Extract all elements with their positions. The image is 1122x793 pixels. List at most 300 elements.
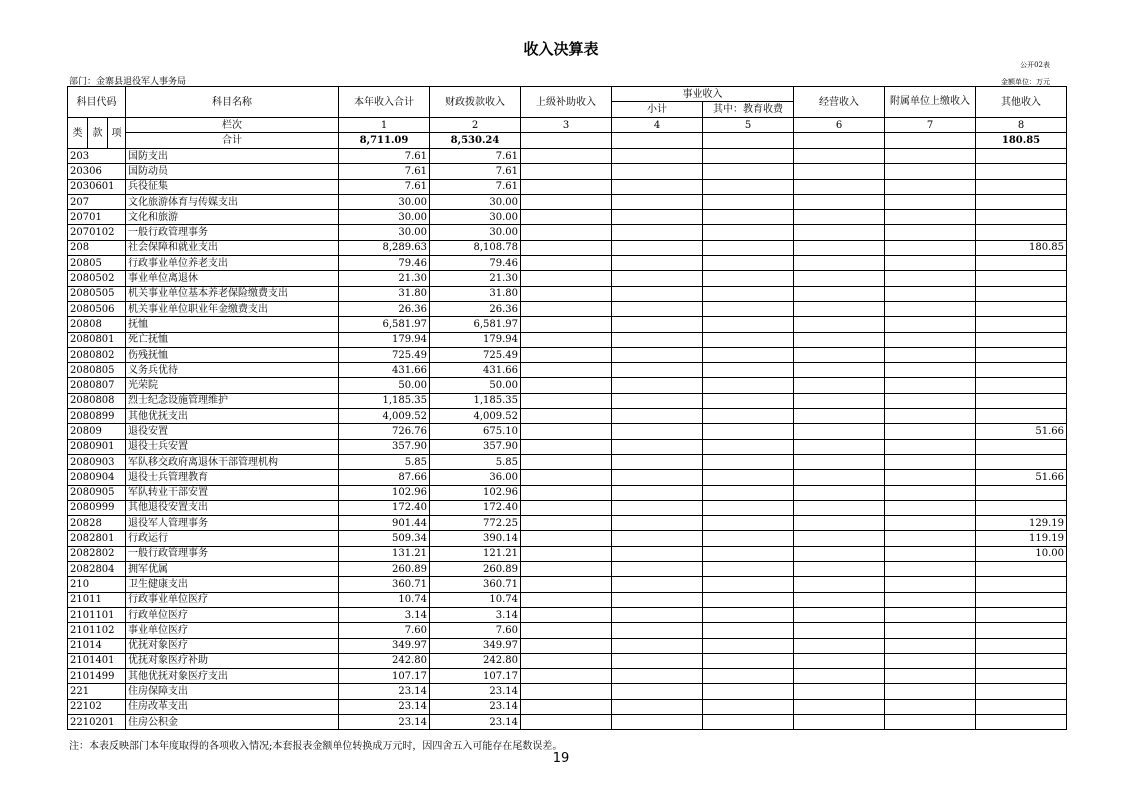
- row-other-income: [976, 393, 1067, 408]
- row-code: 20306: [68, 164, 126, 179]
- row-fiscal-appropriation: 79.46: [430, 256, 521, 271]
- row-operating-income: [794, 669, 885, 684]
- row-code: 2080999: [68, 500, 126, 515]
- page-number: 19: [552, 751, 570, 766]
- row-business-subtotal: [612, 210, 703, 225]
- table-row: [68, 378, 1067, 393]
- row-business-subtotal: [612, 546, 703, 561]
- footnote: 注：本表反映部门本年度取得的各项收入情况;本套报表金额单位转换成万元时，因四舍五入可能存在尾数误差。: [69, 741, 563, 752]
- row-other-income: 180.85: [976, 240, 1067, 255]
- row-other-income: [976, 607, 1067, 622]
- row-operating-income: [794, 638, 885, 653]
- row-name: 军队移交政府离退休干部管理机构: [126, 454, 339, 469]
- row-fiscal-appropriation: 7.61: [430, 179, 521, 194]
- row-operating-income: [794, 546, 885, 561]
- row-superior-subsidy: [521, 363, 612, 378]
- row-operating-income: [794, 577, 885, 592]
- row-other-income: [976, 500, 1067, 515]
- row-affiliated-income: [885, 531, 976, 546]
- row-superior-subsidy: [521, 470, 612, 485]
- row-fiscal-appropriation: 349.97: [430, 638, 521, 653]
- row-business-subtotal: [612, 562, 703, 577]
- row-code: 208: [68, 240, 126, 255]
- row-affiliated-income: [885, 179, 976, 194]
- row-fiscal-appropriation: 21.30: [430, 271, 521, 286]
- row-superior-subsidy: [521, 256, 612, 271]
- row-other-income: [976, 653, 1067, 668]
- col-num-4: 4: [612, 118, 703, 133]
- row-annual-total: 7.61: [339, 164, 430, 179]
- row-name: 文化和旅游: [126, 210, 339, 225]
- row-operating-income: [794, 454, 885, 469]
- row-superior-subsidy: [521, 454, 612, 469]
- row-operating-income: [794, 714, 885, 729]
- row-business-education: [703, 577, 794, 592]
- row-other-income: 129.19: [976, 516, 1067, 531]
- table-row: [68, 424, 1067, 439]
- row-other-income: [976, 669, 1067, 684]
- row-business-subtotal: [612, 164, 703, 179]
- col-num-6: 6: [794, 118, 885, 133]
- row-other-income: [976, 210, 1067, 225]
- row-annual-total: 1,185.35: [339, 393, 430, 408]
- table-row: [68, 409, 1067, 424]
- table-row: [68, 623, 1067, 638]
- row-business-subtotal: [612, 714, 703, 729]
- row-annual-total: 509.34: [339, 531, 430, 546]
- row-business-education: [703, 439, 794, 454]
- row-name: 退役军人管理事务: [126, 516, 339, 531]
- row-business-education: [703, 592, 794, 607]
- row-other-income: [976, 301, 1067, 316]
- row-operating-income: [794, 623, 885, 638]
- header-annual-total: 本年收入合计: [339, 87, 430, 118]
- row-superior-subsidy: [521, 714, 612, 729]
- row-code: 203: [68, 149, 126, 164]
- row-code: 22102: [68, 699, 126, 714]
- row-annual-total: 901.44: [339, 516, 430, 531]
- row-annual-total: 725.49: [339, 347, 430, 362]
- row-name: 其他优抚对象医疗支出: [126, 669, 339, 684]
- row-superior-subsidy: [521, 546, 612, 561]
- row-other-income: [976, 363, 1067, 378]
- row-annual-total: 30.00: [339, 225, 430, 240]
- row-business-subtotal: [612, 638, 703, 653]
- row-business-subtotal: [612, 256, 703, 271]
- row-operating-income: [794, 286, 885, 301]
- row-business-education: [703, 256, 794, 271]
- row-affiliated-income: [885, 546, 976, 561]
- row-business-education: [703, 301, 794, 316]
- header-business-subtotal: 小计: [612, 102, 703, 118]
- row-business-subtotal: [612, 516, 703, 531]
- row-superior-subsidy: [521, 225, 612, 240]
- row-business-education: [703, 470, 794, 485]
- row-business-education: [703, 516, 794, 531]
- row-business-education: [703, 424, 794, 439]
- row-affiliated-income: [885, 684, 976, 699]
- row-superior-subsidy: [521, 164, 612, 179]
- row-affiliated-income: [885, 653, 976, 668]
- row-operating-income: [794, 699, 885, 714]
- row-code: 2101101: [68, 607, 126, 622]
- row-operating-income: [794, 424, 885, 439]
- row-superior-subsidy: [521, 409, 612, 424]
- row-annual-total: 7.60: [339, 623, 430, 638]
- row-code: 2082804: [68, 562, 126, 577]
- row-affiliated-income: [885, 149, 976, 164]
- row-name: 机关事业单位基本养老保险缴费支出: [126, 286, 339, 301]
- row-code: 2101102: [68, 623, 126, 638]
- row-other-income: [976, 347, 1067, 362]
- row-affiliated-income: [885, 592, 976, 607]
- row-annual-total: 360.71: [339, 577, 430, 592]
- row-name: 住房保障支出: [126, 684, 339, 699]
- row-fiscal-appropriation: 242.80: [430, 653, 521, 668]
- row-other-income: 119.19: [976, 531, 1067, 546]
- row-affiliated-income: [885, 439, 976, 454]
- row-business-education: [703, 194, 794, 209]
- row-fiscal-appropriation: 7.61: [430, 164, 521, 179]
- row-code: 20805: [68, 256, 126, 271]
- row-fiscal-appropriation: 260.89: [430, 562, 521, 577]
- row-business-education: [703, 271, 794, 286]
- row-other-income: [976, 378, 1067, 393]
- row-operating-income: [794, 194, 885, 209]
- row-other-income: [976, 271, 1067, 286]
- row-superior-subsidy: [521, 638, 612, 653]
- row-business-education: [703, 363, 794, 378]
- header-kuan: 款: [88, 118, 108, 149]
- row-other-income: 51.66: [976, 470, 1067, 485]
- row-code: 2080899: [68, 409, 126, 424]
- table-row: [68, 546, 1067, 561]
- row-name: 烈士纪念设施管理维护: [126, 393, 339, 408]
- row-superior-subsidy: [521, 271, 612, 286]
- row-business-subtotal: [612, 393, 703, 408]
- income-table: [67, 86, 1067, 730]
- row-other-income: [976, 714, 1067, 729]
- row-fiscal-appropriation: 10.74: [430, 592, 521, 607]
- total-c8: 180.85: [976, 133, 1067, 149]
- table-row: [68, 562, 1067, 577]
- row-superior-subsidy: [521, 378, 612, 393]
- row-name: 其他优抚支出: [126, 409, 339, 424]
- row-business-subtotal: [612, 301, 703, 316]
- total-c2: 8,530.24: [430, 133, 521, 149]
- row-business-education: [703, 699, 794, 714]
- row-fiscal-appropriation: 390.14: [430, 531, 521, 546]
- row-business-subtotal: [612, 286, 703, 301]
- row-business-education: [703, 500, 794, 515]
- table-row: [68, 256, 1067, 271]
- row-superior-subsidy: [521, 240, 612, 255]
- row-superior-subsidy: [521, 669, 612, 684]
- row-operating-income: [794, 240, 885, 255]
- table-row: [68, 179, 1067, 194]
- row-business-subtotal: [612, 149, 703, 164]
- row-fiscal-appropriation: 1,185.35: [430, 393, 521, 408]
- table-row: [68, 485, 1067, 500]
- row-business-subtotal: [612, 363, 703, 378]
- row-code: 2080903: [68, 454, 126, 469]
- table-row: [68, 225, 1067, 240]
- row-fiscal-appropriation: 5.85: [430, 454, 521, 469]
- row-code: 207: [68, 194, 126, 209]
- row-fiscal-appropriation: 360.71: [430, 577, 521, 592]
- row-business-subtotal: [612, 669, 703, 684]
- row-other-income: [976, 592, 1067, 607]
- row-name: 事业单位离退休: [126, 271, 339, 286]
- row-other-income: [976, 409, 1067, 424]
- row-fiscal-appropriation: 357.90: [430, 439, 521, 454]
- row-superior-subsidy: [521, 393, 612, 408]
- row-annual-total: 5.85: [339, 454, 430, 469]
- row-annual-total: 8,289.63: [339, 240, 430, 255]
- row-superior-subsidy: [521, 653, 612, 668]
- row-business-subtotal: [612, 531, 703, 546]
- table-row: [68, 363, 1067, 378]
- row-code: 2080505: [68, 286, 126, 301]
- row-superior-subsidy: [521, 347, 612, 362]
- row-business-education: [703, 225, 794, 240]
- row-code: 2080901: [68, 439, 126, 454]
- row-superior-subsidy: [521, 623, 612, 638]
- header-subject-name: 科目名称: [126, 87, 339, 118]
- row-annual-total: 242.80: [339, 653, 430, 668]
- table-row: [68, 470, 1067, 485]
- row-name: 拥军优属: [126, 562, 339, 577]
- table-row: [68, 516, 1067, 531]
- table-row: [68, 240, 1067, 255]
- row-code: 2080506: [68, 301, 126, 316]
- row-code: 2210201: [68, 714, 126, 729]
- row-fiscal-appropriation: 31.80: [430, 286, 521, 301]
- row-business-education: [703, 240, 794, 255]
- row-name: 国防支出: [126, 149, 339, 164]
- row-business-education: [703, 607, 794, 622]
- row-name: 事业单位医疗: [126, 623, 339, 638]
- table-row: [68, 347, 1067, 362]
- row-name: 行政事业单位医疗: [126, 592, 339, 607]
- row-other-income: 10.00: [976, 546, 1067, 561]
- table-row: [68, 638, 1067, 653]
- row-name: 国防动员: [126, 164, 339, 179]
- row-name: 光荣院: [126, 378, 339, 393]
- header-lei: 类: [68, 118, 88, 149]
- row-fiscal-appropriation: 121.21: [430, 546, 521, 561]
- row-business-education: [703, 393, 794, 408]
- row-annual-total: 357.90: [339, 439, 430, 454]
- row-operating-income: [794, 531, 885, 546]
- row-other-income: [976, 454, 1067, 469]
- row-name: 优抚对象医疗: [126, 638, 339, 653]
- header-xiang: 项: [108, 118, 126, 149]
- row-affiliated-income: [885, 562, 976, 577]
- row-business-subtotal: [612, 424, 703, 439]
- row-operating-income: [794, 301, 885, 316]
- table-row: [68, 210, 1067, 225]
- row-annual-total: 172.40: [339, 500, 430, 515]
- row-code: 2080807: [68, 378, 126, 393]
- row-code: 20701: [68, 210, 126, 225]
- row-operating-income: [794, 516, 885, 531]
- row-fiscal-appropriation: 23.14: [430, 699, 521, 714]
- row-name: 卫生健康支出: [126, 577, 339, 592]
- header-fiscal-appropriation: 财政拨款收入: [430, 87, 521, 118]
- row-affiliated-income: [885, 454, 976, 469]
- row-code: 20828: [68, 516, 126, 531]
- row-operating-income: [794, 439, 885, 454]
- total-c5: [703, 133, 794, 149]
- row-annual-total: 23.14: [339, 714, 430, 729]
- row-annual-total: 79.46: [339, 256, 430, 271]
- row-name: 一般行政管理事务: [126, 546, 339, 561]
- row-other-income: [976, 485, 1067, 500]
- col-num-1: 1: [339, 118, 430, 133]
- unit-label: 金额单位：万元: [1001, 78, 1050, 86]
- row-affiliated-income: [885, 256, 976, 271]
- row-superior-subsidy: [521, 684, 612, 699]
- row-code: 221: [68, 684, 126, 699]
- row-superior-subsidy: [521, 500, 612, 515]
- row-operating-income: [794, 409, 885, 424]
- table-row: [68, 500, 1067, 515]
- row-affiliated-income: [885, 194, 976, 209]
- header-superior-subsidy: 上级补助收入: [521, 87, 612, 118]
- row-business-subtotal: [612, 194, 703, 209]
- header-affiliated-income: 附属单位上缴收入: [885, 87, 976, 118]
- table-row: [68, 714, 1067, 729]
- row-affiliated-income: [885, 607, 976, 622]
- row-name: 军队转业干部安置: [126, 485, 339, 500]
- header-other-income: 其他收入: [976, 87, 1067, 118]
- row-affiliated-income: [885, 363, 976, 378]
- row-name: 退役安置: [126, 424, 339, 439]
- row-fiscal-appropriation: 431.66: [430, 363, 521, 378]
- row-name: 行政事业单位养老支出: [126, 256, 339, 271]
- row-business-education: [703, 332, 794, 347]
- row-fiscal-appropriation: 107.17: [430, 669, 521, 684]
- row-operating-income: [794, 164, 885, 179]
- row-annual-total: 131.21: [339, 546, 430, 561]
- row-superior-subsidy: [521, 301, 612, 316]
- col-num-5: 5: [703, 118, 794, 133]
- row-operating-income: [794, 562, 885, 577]
- table-row: [68, 454, 1067, 469]
- row-operating-income: [794, 592, 885, 607]
- table-row: [68, 607, 1067, 622]
- row-code: 2030601: [68, 179, 126, 194]
- row-code: 2080808: [68, 393, 126, 408]
- row-code: 2101499: [68, 669, 126, 684]
- row-business-subtotal: [612, 470, 703, 485]
- row-business-education: [703, 164, 794, 179]
- table-row: [68, 332, 1067, 347]
- page-title: 收入决算表: [523, 40, 599, 58]
- row-annual-total: 30.00: [339, 210, 430, 225]
- row-business-education: [703, 485, 794, 500]
- row-affiliated-income: [885, 577, 976, 592]
- row-business-subtotal: [612, 271, 703, 286]
- row-business-subtotal: [612, 592, 703, 607]
- row-annual-total: 7.61: [339, 149, 430, 164]
- row-other-income: [976, 699, 1067, 714]
- table-row: [68, 653, 1067, 668]
- row-annual-total: 4,009.52: [339, 409, 430, 424]
- row-business-education: [703, 653, 794, 668]
- header-subject-code: 科目代码: [68, 87, 126, 118]
- department-label: 部门：金寨县退役军人事务局: [69, 77, 187, 87]
- table-row: [68, 286, 1067, 301]
- row-annual-total: 6,581.97: [339, 317, 430, 332]
- row-superior-subsidy: [521, 699, 612, 714]
- row-affiliated-income: [885, 714, 976, 729]
- row-operating-income: [794, 607, 885, 622]
- row-affiliated-income: [885, 485, 976, 500]
- row-affiliated-income: [885, 378, 976, 393]
- row-business-subtotal: [612, 577, 703, 592]
- row-business-subtotal: [612, 347, 703, 362]
- row-business-education: [703, 714, 794, 729]
- form-code: 公开02表: [1020, 61, 1050, 69]
- row-annual-total: 260.89: [339, 562, 430, 577]
- row-annual-total: 50.00: [339, 378, 430, 393]
- row-business-education: [703, 623, 794, 638]
- total-c6: [794, 133, 885, 149]
- table-row: [68, 393, 1067, 408]
- table-row: [68, 531, 1067, 546]
- row-affiliated-income: [885, 332, 976, 347]
- row-name: 退役士兵管理教育: [126, 470, 339, 485]
- row-other-income: [976, 623, 1067, 638]
- table-row: [68, 669, 1067, 684]
- row-other-income: [976, 638, 1067, 653]
- row-business-subtotal: [612, 378, 703, 393]
- row-annual-total: 726.76: [339, 424, 430, 439]
- row-name: 一般行政管理事务: [126, 225, 339, 240]
- table-row: [68, 439, 1067, 454]
- row-annual-total: 179.94: [339, 332, 430, 347]
- row-business-subtotal: [612, 653, 703, 668]
- row-fiscal-appropriation: 725.49: [430, 347, 521, 362]
- row-superior-subsidy: [521, 194, 612, 209]
- row-fiscal-appropriation: 675.10: [430, 424, 521, 439]
- row-business-education: [703, 149, 794, 164]
- total-c7: [885, 133, 976, 149]
- row-fiscal-appropriation: 172.40: [430, 500, 521, 515]
- row-fiscal-appropriation: 50.00: [430, 378, 521, 393]
- table-row: [68, 194, 1067, 209]
- row-name: 兵役征集: [126, 179, 339, 194]
- row-business-education: [703, 684, 794, 699]
- row-superior-subsidy: [521, 607, 612, 622]
- row-superior-subsidy: [521, 424, 612, 439]
- row-operating-income: [794, 393, 885, 408]
- row-operating-income: [794, 684, 885, 699]
- row-business-education: [703, 317, 794, 332]
- row-affiliated-income: [885, 516, 976, 531]
- row-annual-total: 26.36: [339, 301, 430, 316]
- row-annual-total: 23.14: [339, 699, 430, 714]
- row-operating-income: [794, 179, 885, 194]
- row-affiliated-income: [885, 470, 976, 485]
- row-other-income: [976, 439, 1067, 454]
- row-fiscal-appropriation: 4,009.52: [430, 409, 521, 424]
- row-superior-subsidy: [521, 531, 612, 546]
- row-annual-total: 21.30: [339, 271, 430, 286]
- row-operating-income: [794, 485, 885, 500]
